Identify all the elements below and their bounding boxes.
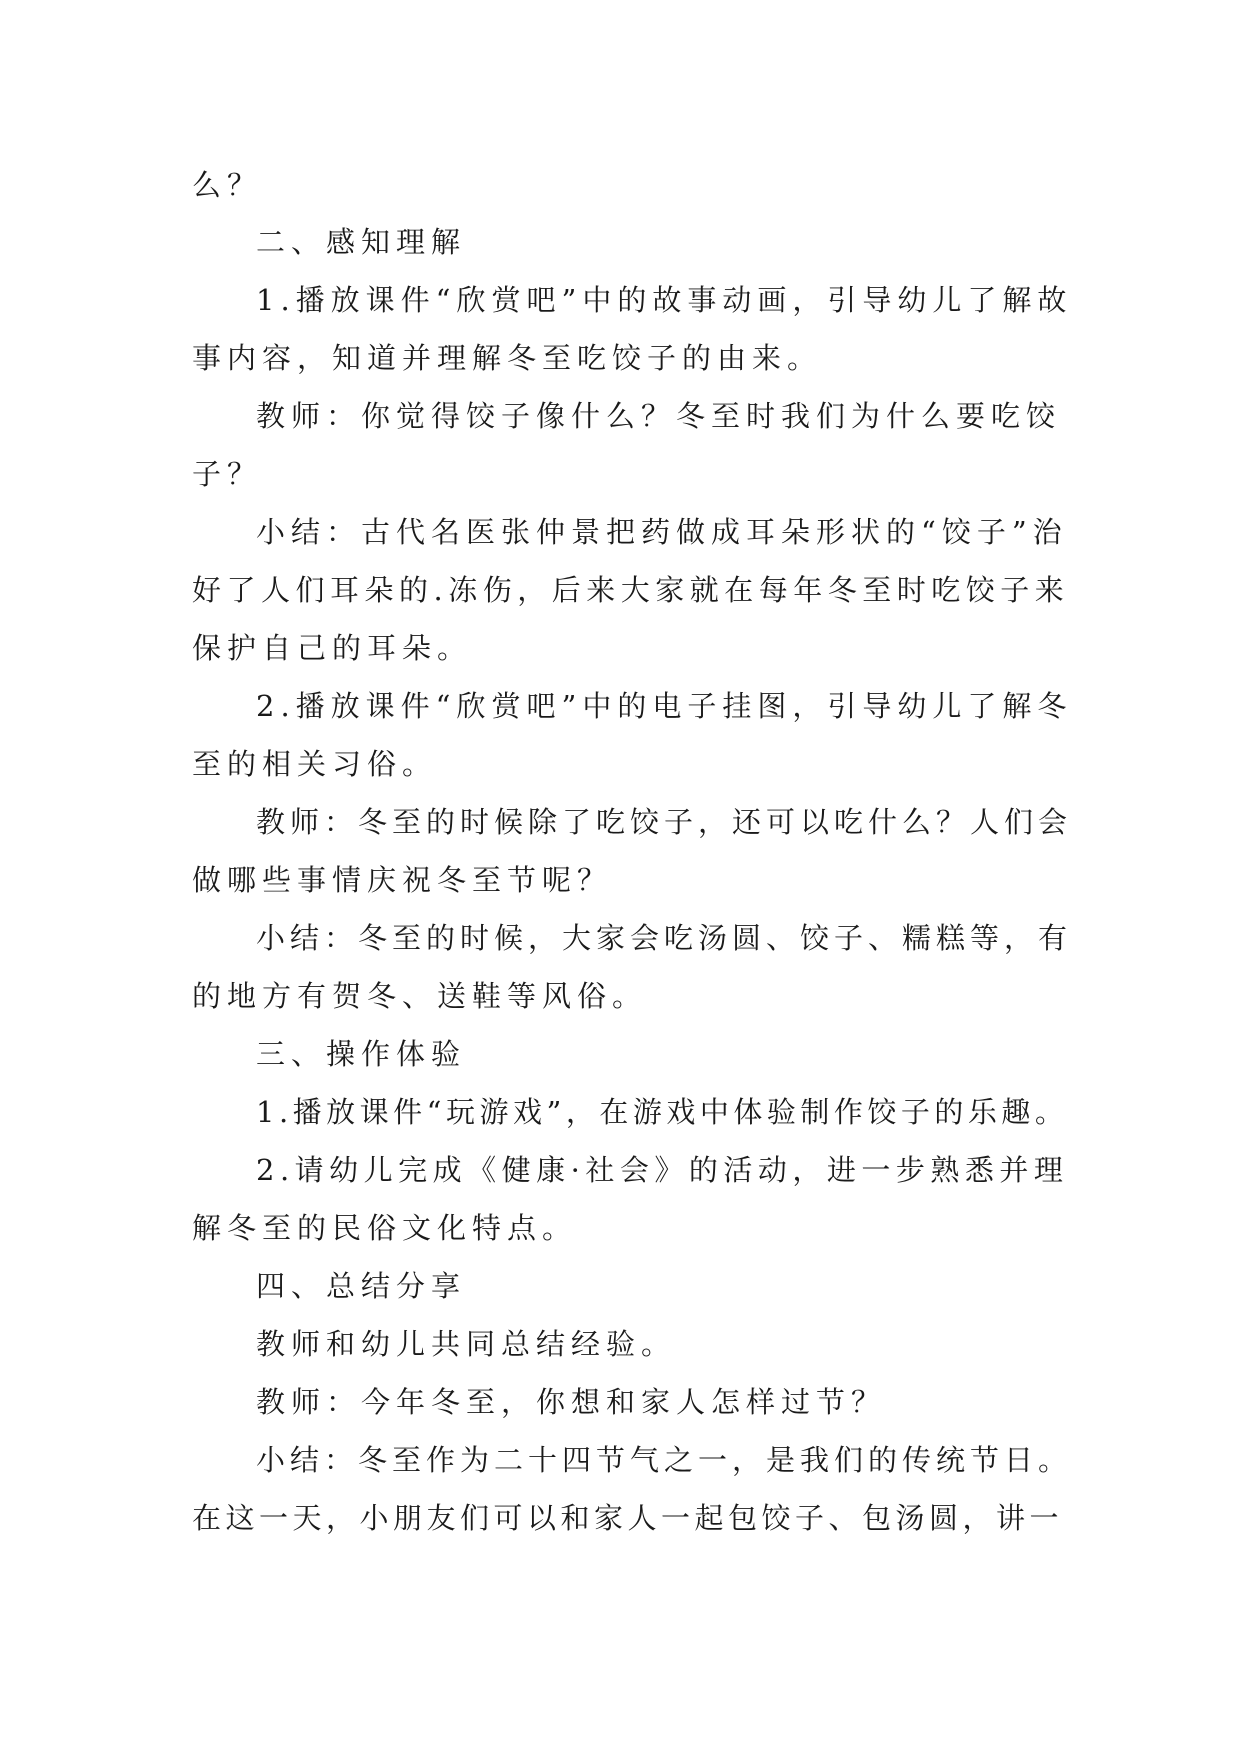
- text-line: 做哪些事情庆祝冬至节呢？: [192, 863, 613, 897]
- text-line: 保护自己的耳朵。: [192, 631, 473, 665]
- text-line: 教师：冬至的时候除了吃饺子，还可以吃什么？人们会: [256, 805, 1073, 839]
- text-line: 么？: [192, 168, 263, 202]
- text-line: 1.播放课件“玩游戏”，在游戏中体验制作饺子的乐趣。: [256, 1095, 1069, 1129]
- text-line: 解冬至的民俗文化特点。: [192, 1211, 578, 1245]
- text-line: 小结：古代名医张仲景把药做成耳朵形状的“饺子”治: [256, 515, 1068, 549]
- text-line: 至的相关习俗。: [192, 747, 438, 781]
- text-line: 1.播放课件“欣赏吧”中的故事动画，引导幼儿了解故: [256, 283, 1073, 317]
- text-line: 教师：你觉得饺子像什么？冬至时我们为什么要吃饺: [256, 399, 1062, 433]
- section-heading: 四、总结分享: [256, 1269, 467, 1303]
- text-line: 的地方有贺冬、送鞋等风俗。: [192, 979, 648, 1013]
- section-heading: 三、操作体验: [256, 1037, 467, 1071]
- text-line: 2.请幼儿完成《健康·社会》的活动，进一步熟悉并理: [256, 1153, 1069, 1187]
- text-line: 2.播放课件“欣赏吧”中的电子挂图，引导幼儿了解冬: [256, 689, 1073, 723]
- text-line: 教师：今年冬至，你想和家人怎样过节？: [256, 1385, 887, 1419]
- section-heading: 二、感知理解: [256, 225, 467, 259]
- text-line: 子？: [192, 457, 263, 491]
- text-line: 好了人们耳朵的.冻伤，后来大家就在每年冬至时吃饺子来: [192, 573, 1070, 607]
- text-line: 在这一天，小朋友们可以和家人一起包饺子、包汤圆，讲一: [192, 1501, 1064, 1535]
- text-line: 小结：冬至作为二十四节气之一，是我们的传统节日。: [256, 1443, 1073, 1477]
- text-line: 教师和幼儿共同总结经验。: [256, 1327, 677, 1361]
- text-line: 事内容，知道并理解冬至吃饺子的由来。: [192, 341, 823, 375]
- text-line: 小结：冬至的时候，大家会吃汤圆、饺子、糯糕等，有: [256, 921, 1073, 955]
